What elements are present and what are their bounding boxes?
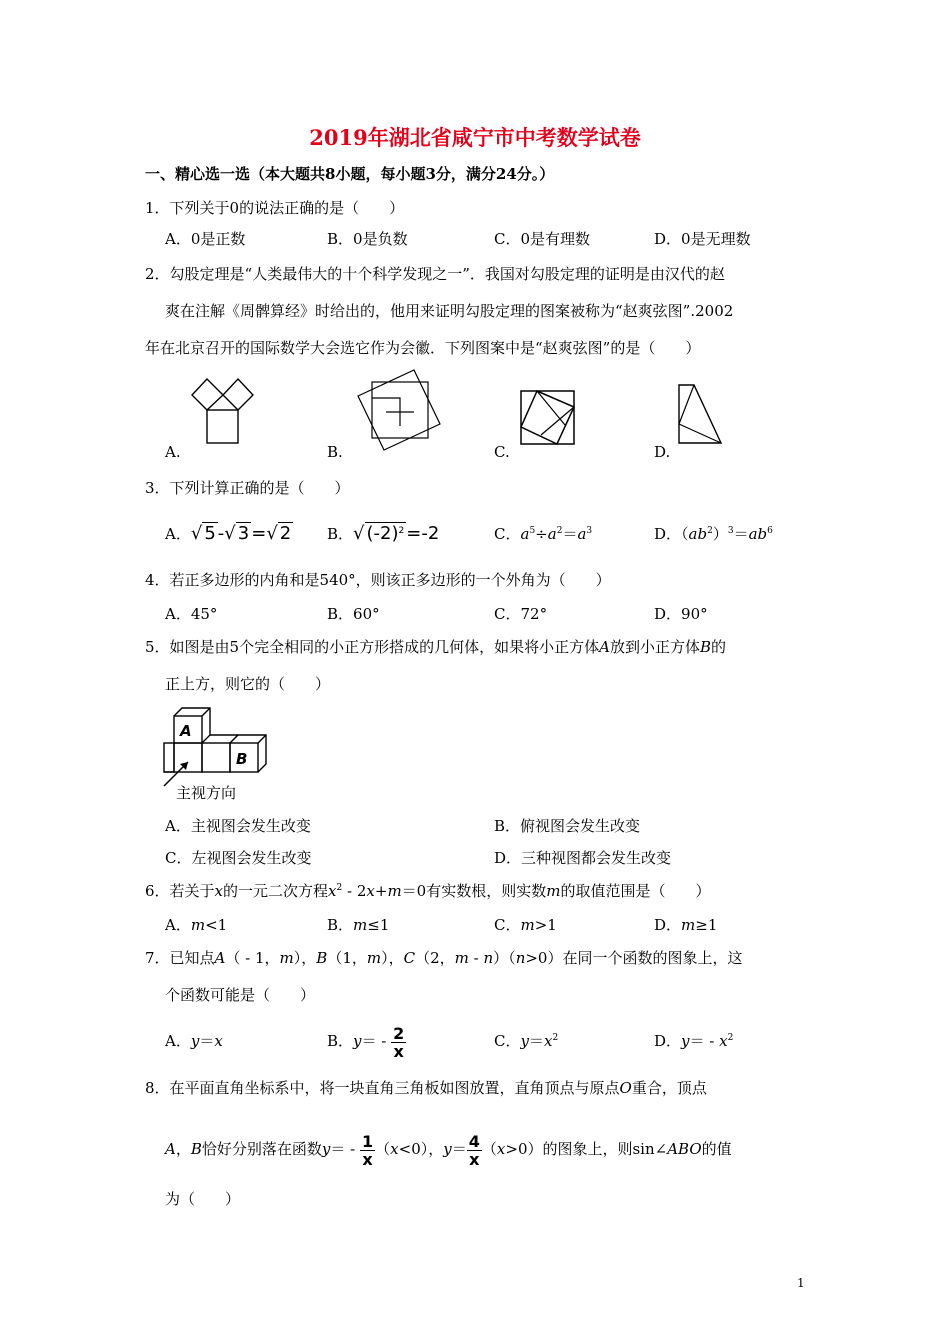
var-A: A [214,949,226,967]
q3-option-c [494,524,592,544]
q8-line3: 为（ ） [165,1190,241,1208]
var-m: m [190,916,206,934]
q8-line1 [145,1078,707,1098]
exponent: 2 [336,883,343,893]
q1-option-d: D．0是无理数 [654,230,751,248]
q3-d-label: D． [654,525,682,543]
q4-option-a: A．45° [165,605,218,623]
var-a: a [520,525,530,543]
q3-a-label: A． [165,525,191,543]
q7-text: ）， [293,949,317,967]
fraction-1-over-x [360,1133,375,1168]
fraction-2-over-x [391,1025,406,1060]
option-label: B． [327,916,354,934]
exponent: 2 [707,526,713,536]
numerator: 4 [468,1131,480,1151]
q7-text: - [468,949,484,967]
q5-line1 [145,637,726,657]
var-a: a [577,525,587,543]
var-x: x [214,1032,223,1050]
var-ab: ab [748,525,768,543]
q3-c-label: C． [494,525,521,543]
q5-figure-caption: 主视方向 [176,784,237,802]
sqrt-sign: √ [266,523,278,544]
var-y: y [443,1140,452,1158]
equals-minus: ＝ - [361,1032,392,1050]
numerator: 2 [393,1023,405,1043]
var-B: B [699,638,711,656]
exponent: 6 [767,526,773,536]
q2-figure-b-squares [356,368,442,452]
option-label: C． [494,916,521,934]
q5-option-a: A．主视图会发生改变 [165,817,311,835]
var-y: y [353,1032,362,1050]
var-A: A [599,638,610,656]
q8-text: >0）的图象上，则sin∠ [505,1140,668,1158]
divide-sign: ÷ [535,525,548,543]
var-m: m [353,916,368,934]
var-B: B [316,949,328,967]
var-y: y [520,1032,529,1050]
var-m: m [681,916,696,934]
equals-minus: ＝ - [330,1140,360,1158]
var-m: m [520,916,535,934]
q7-line1 [145,948,742,968]
option-label: C． [494,1032,521,1050]
q8-text: 的值 [701,1140,732,1158]
q3-a-radicand2: 3 [237,523,250,544]
q4-stem: 4．若正多边形的内角和是540°，则该正多边形的一个外角为（ ） [145,571,611,589]
q3-option-a [165,524,293,544]
q7-text: ）（ [493,949,516,967]
denominator: x [362,1149,373,1169]
q3-b-label: B． [327,525,354,543]
q3-a-minus: - [217,523,225,544]
q4-option-b: B．60° [327,605,380,623]
q1-stem: 1．下列关于0的说法正确的是（ ） [145,199,405,217]
q3-b-exponent: 2 [398,526,405,536]
numerator: 1 [362,1131,374,1151]
q1-option-b: B．0是负数 [327,230,408,248]
option-rhs: >1 [534,916,557,934]
q2-figure-a-pythagoras [188,374,258,446]
q2-line2: 爽在注解《周髀算经》时给出的，他用来证明勾股定理的图案被称为“赵爽弦图”.2002 [165,302,734,320]
section-heading: 一、精心选一选（本大题共8小题，每小题3分，满分24分。） [145,165,555,183]
q2-option-d: D. [654,443,671,461]
q7-option-b [327,1020,406,1062]
q6-text: 的一元二次方程 [223,882,329,900]
q4-option-c: C．72° [494,605,548,623]
q8-text: <0）， [398,1140,444,1158]
var-ab: ab [688,525,708,543]
q6-option-c [494,915,557,935]
q2-option-a: A. [165,443,181,461]
q1-option-c: C．0是有理数 [494,230,591,248]
q6-option-a [165,915,227,935]
q3-option-b [327,524,439,544]
denominator: x [469,1149,480,1169]
q6-stem [145,881,710,901]
var-x: x [328,882,337,900]
q8-text: 重合，顶点 [631,1079,707,1097]
var-A: A [165,1140,176,1158]
q2-figure-d-triangle [676,382,724,446]
q6-text: - 2 [342,882,367,900]
q5-option-c: C．左视图会发生改变 [165,849,312,867]
var-m: m [454,949,469,967]
sqrt-sign: √ [353,523,365,544]
fraction-4-over-x [467,1133,482,1168]
q7-text: （1， [327,949,367,967]
q5-figure-label-b: B [236,750,248,768]
q3-a-radicand3: 2 [279,523,292,544]
q3-option-d [654,524,773,544]
q5-option-b: B．俯视图会发生改变 [494,817,641,835]
option-rhs: ≤1 [367,916,390,934]
exponent: 3 [586,526,593,536]
var-x: x [390,1140,399,1158]
q3-a-radicand1: 5 [204,523,216,544]
var-n: n [483,949,494,967]
q3-b-radicand [365,522,407,544]
option-label: D． [654,916,682,934]
equals-minus: ＝ - [689,1032,720,1050]
q3-b-rhs: =-2 [406,523,440,544]
q8-text: 8．在平面直角坐标系中，将一块直角三角板如图放置，直角顶点与原点 [145,1079,620,1097]
q7-text: （2， [415,949,455,967]
q3-b-base: (-2) [366,523,399,544]
var-a: a [547,525,557,543]
q8-text: （ [481,1140,497,1158]
equals-sign: ＝ [562,525,578,543]
var-x: x [496,1140,506,1158]
q2-option-b: B. [327,443,343,461]
q6-text: 的取值范围是（ ） [560,882,711,900]
var-y: y [681,1032,690,1050]
equals-sign: ＝ [528,1032,544,1050]
q7-option-c [494,1031,558,1051]
sqrt-sign: √ [224,523,236,544]
equals-sign: ＝ [199,1032,215,1050]
q6-option-b [327,915,389,935]
var-O: O [619,1079,632,1097]
q6-text: 6．若关于 [145,882,215,900]
q7-text: ）， [381,949,404,967]
q7-text: （ - 1， [225,949,280,967]
q8-text: （ [375,1140,391,1158]
q7-option-a [165,1031,223,1051]
option-label: B． [327,1032,354,1050]
option-label: A． [165,1032,191,1050]
var-x: x [214,882,224,900]
var-n: n [515,949,526,967]
var-m: m [546,882,561,900]
q6-text: ＝0有实数根，则实数 [401,882,547,900]
option-label: D． [654,1032,682,1050]
var-C: C [403,949,416,967]
sqrt-sign: √ [190,523,203,544]
var-x: x [543,1032,553,1050]
var-y: y [190,1032,200,1050]
var-m: m [279,949,294,967]
q2-line3: 年在北京召开的国际数学大会选它作为会徽．下列图案中是“赵爽弦图”的是（ ） [145,339,701,357]
q7-text: >0）在同一个函数的图象上，这 [525,949,743,967]
var-ABO: ABO [667,1140,702,1158]
q5-line2: 正上方，则它的（ ） [165,675,331,693]
q6-text: + [374,882,388,900]
q5-figure-label-a: A [180,722,192,740]
q1-option-a: A．0是正数 [165,230,246,248]
q5-text: 5．如图是由5个完全相同的小正方形搭成的几何体，如果将小正方体 [145,638,600,656]
page-number: 1 [797,1276,805,1290]
q7-option-d [654,1031,733,1051]
option-rhs: <1 [205,916,228,934]
exponent: 5 [529,526,536,536]
exponent: 2 [556,526,563,536]
q5-text: 放到小正方体 [609,638,700,656]
option-rhs: ≥1 [695,916,718,934]
q8-text: ， [175,1140,191,1158]
q8-line2 [165,1128,732,1170]
equals-sign: ＝ [733,525,749,543]
exponent: 2 [727,1033,734,1043]
var-y: y [321,1140,331,1158]
var-B: B [190,1140,202,1158]
q3-a-equals: = [251,523,267,544]
q2-line1: 2．勾股定理是“人类最伟大的十个科学发现之一”．我国对勾股定理的证明是由汉代的赵 [145,265,725,283]
q5-text: 的 [710,638,726,656]
q2-figure-c-zhaoshuang [519,389,577,447]
q6-option-d [654,915,717,935]
var-m: m [366,949,382,967]
q3-stem: 3．下列计算正确的是（ ） [145,479,350,497]
q5-option-d: D．三种视图都会发生改变 [494,849,672,867]
exponent: 3 [727,526,734,536]
q7-text: 7．已知点 [145,949,215,967]
q5-figure-cubes [160,706,272,802]
q4-option-d: D．90° [654,605,708,623]
paren-close: ） [712,525,728,543]
denominator: x [393,1041,404,1061]
q8-text: 恰好分别落在函数 [201,1140,322,1158]
page-title: 2019年湖北省咸宁市中考数学试卷 [309,125,641,150]
var-x: x [366,882,375,900]
q2-option-c: C. [494,443,510,461]
option-label: A． [165,916,191,934]
var-x: x [719,1032,728,1050]
q7-line2: 个函数可能是（ ） [165,986,316,1004]
paren-open: （ [681,525,689,543]
equals-sign: ＝ [451,1140,467,1158]
exponent: 2 [552,1033,559,1043]
var-m: m [387,882,402,900]
